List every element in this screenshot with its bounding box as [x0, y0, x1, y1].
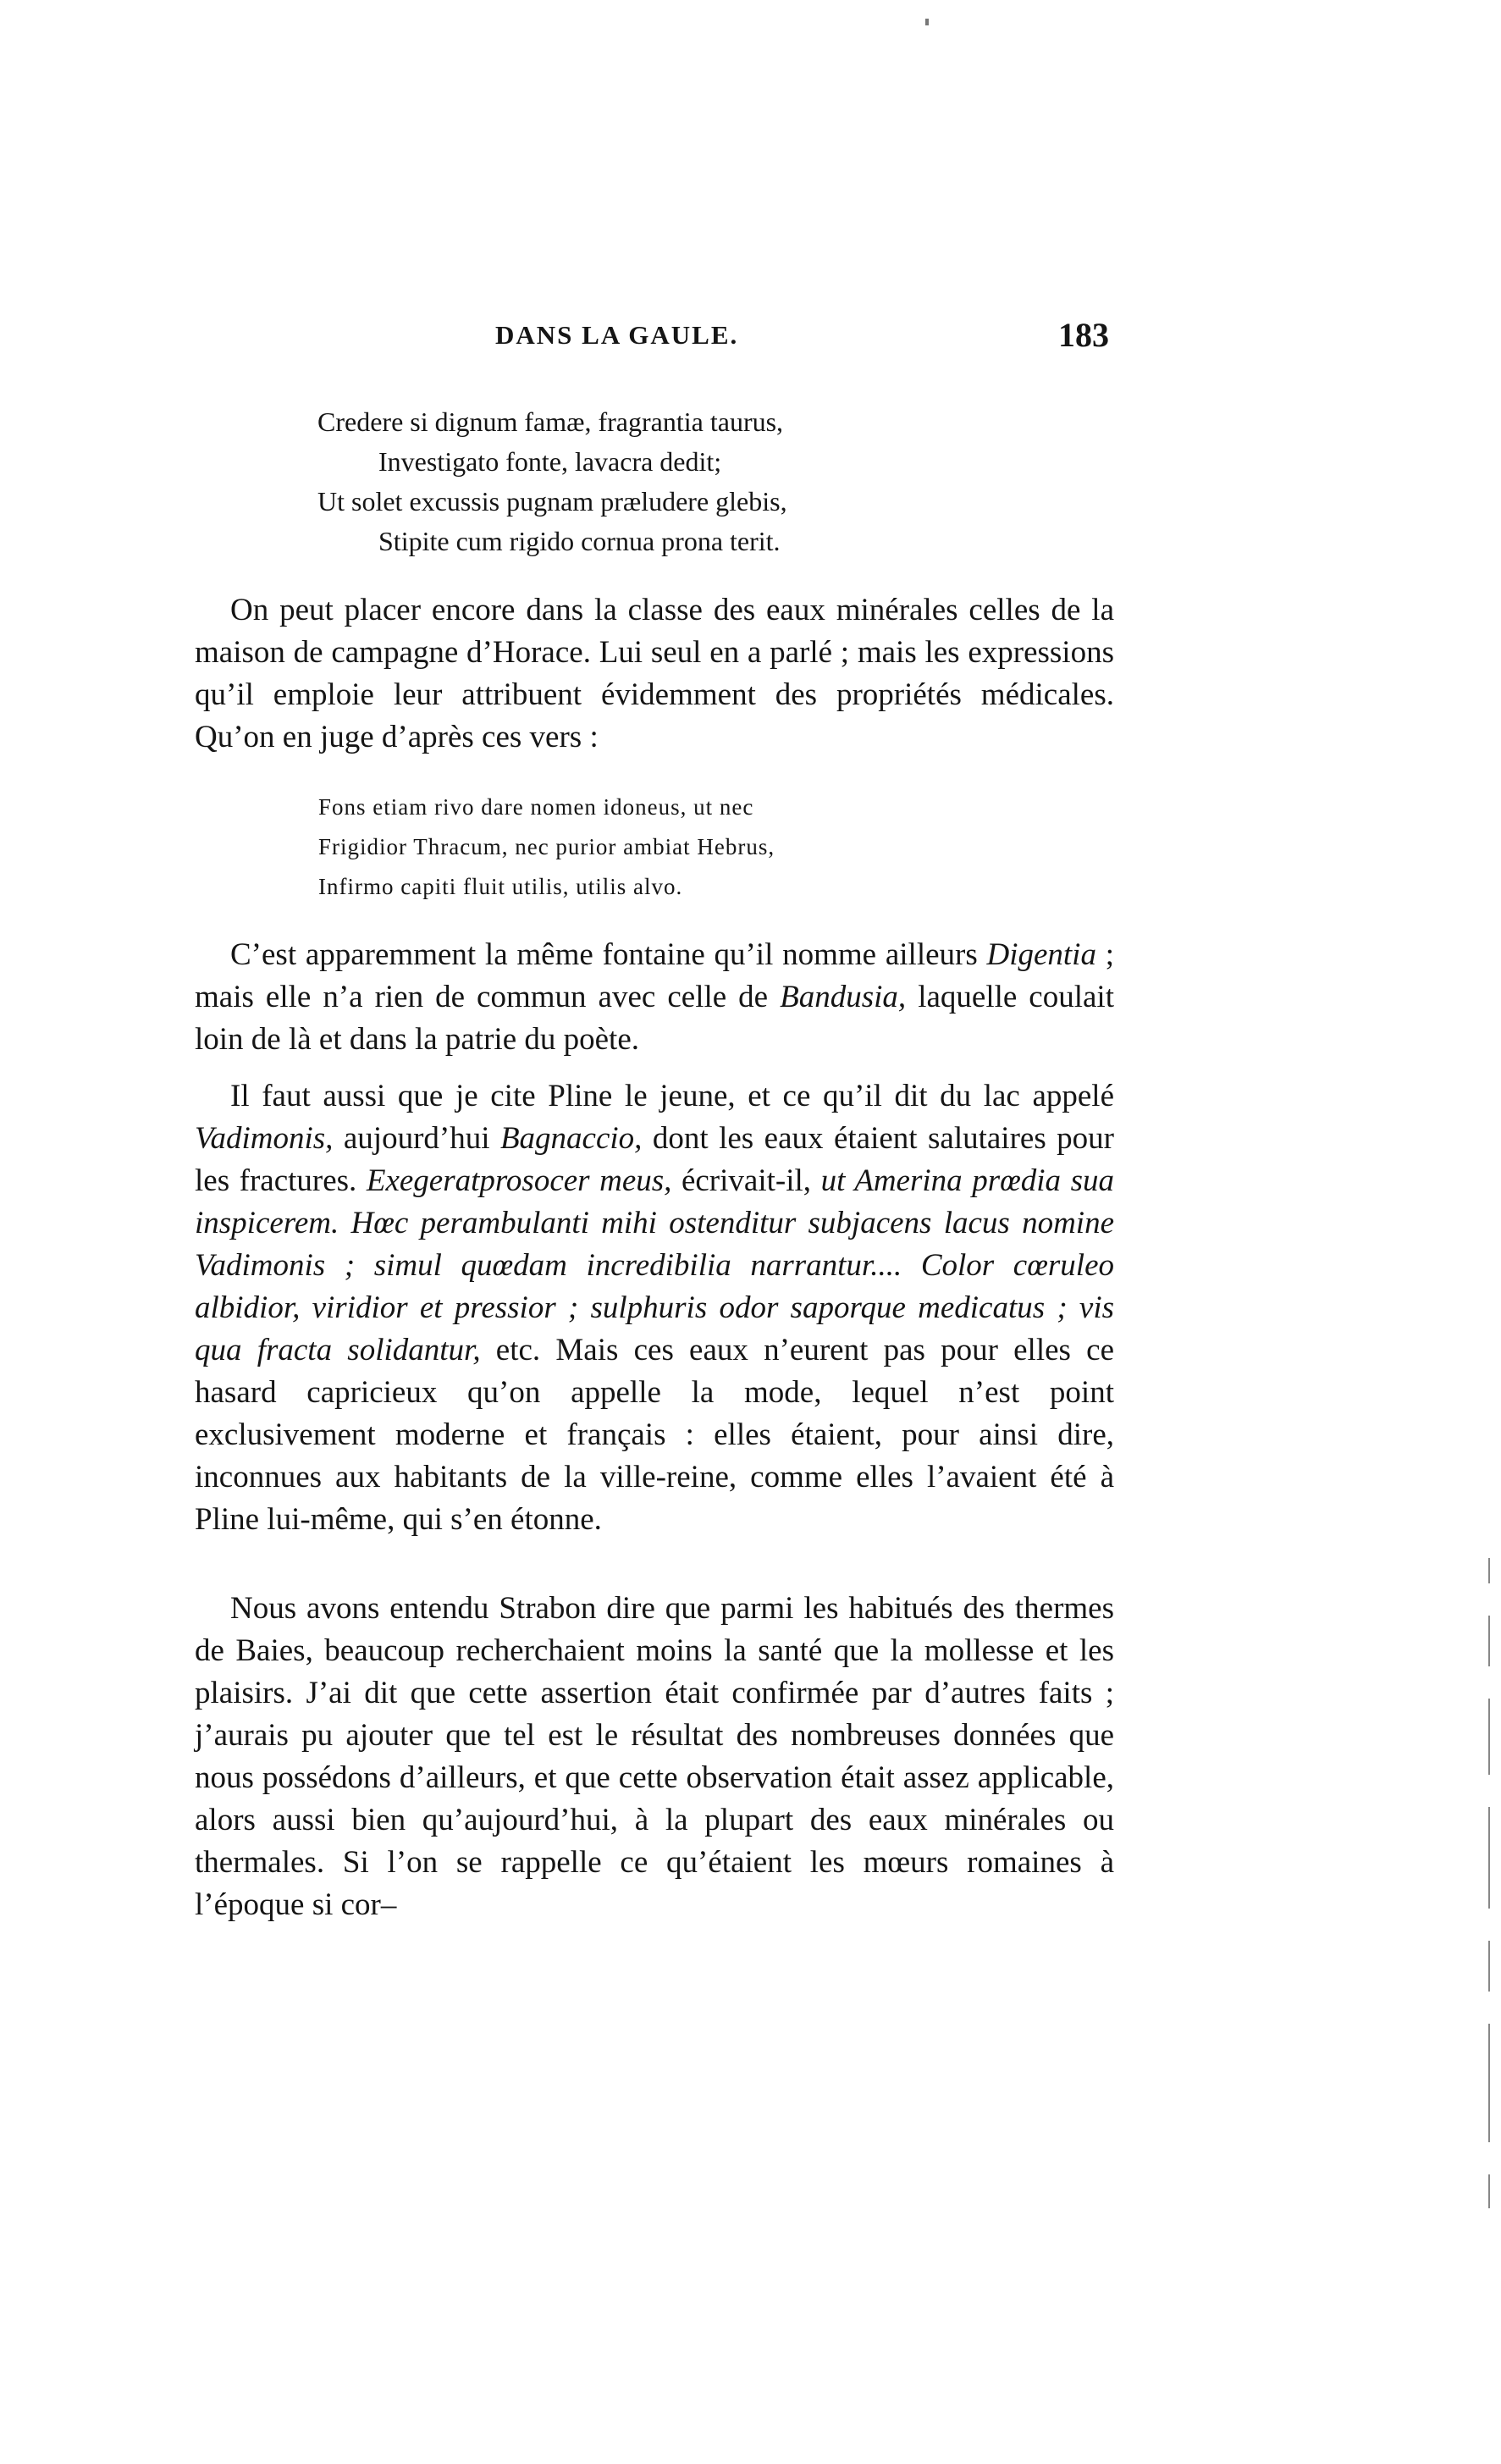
italic-run: ut Amerina prœdia sua inspicerem. Hœc perambulanti mihi ostenditur subjacens lacus nomine Vadimonis ; simul quœdam incredibilia narrantur.... Color cœruleo albidior, viridior et pressior ; sulphuris odor saporque medicatus ; vis qua fracta solidantur,: [195, 1163, 1115, 1367]
text-run: Il faut aussi que je cite Pline le jeune, et ce qu’il dit du lac appelé: [230, 1079, 1114, 1113]
margin-mark: [1488, 2174, 1490, 2208]
text-run: laquelle coulait loin de là et dans la patrie du poète.: [195, 980, 1114, 1057]
text-run: C’est apparemment la même fontaine qu’il nomme ailleurs: [230, 937, 987, 972]
italic-run: Digentia: [986, 937, 1096, 972]
text-run: aujourd’hui: [333, 1121, 500, 1156]
page-header: [195, 316, 1109, 371]
italic-run: Vadimonis,: [195, 1121, 334, 1156]
text-run: écrivait-il,: [671, 1163, 821, 1198]
verse-line: Fons etiam rivo dare nomen idoneus, ut nec: [318, 794, 754, 820]
page-number: 183: [1058, 316, 1109, 354]
verse-quotation-1: [317, 406, 1164, 566]
paragraph-text: On peut placer encore dans la classe des eaux minérales celles de la maison de campagne d’Horace. Lui seul en a parlé ; mais les expressions qu’il emploie leur attribuent évidemment des propriétés médicales. Qu’on en juge d’après ces vers :: [195, 593, 1114, 754]
verse-line: Stipite cum rigido cornua prona terit.: [378, 526, 781, 556]
text-run: etc. Mais ces eaux n’eurent pas pour elles ce hasard capricieux qu’on appelle la mode, lequel n’est point exclusivement moderne et français : elles étaient, pour ainsi dire, inconnues aux habitants de la ville-reine, comme elles l’avaient été à Pline lui-même, qui s’en étonne.: [195, 1333, 1114, 1537]
verse-line: Infirmo capiti fluit utilis, utilis alvo.: [318, 874, 683, 899]
verse-line: Ut solet excussis pugnam præludere glebis,: [317, 486, 787, 517]
scan-speck: [925, 19, 929, 25]
paragraph-text: [195, 934, 1114, 1061]
paragraph-horace: [195, 589, 1114, 759]
verse-line: Credere si dignum famæ, fragrantia taurus,: [317, 406, 784, 437]
text-run: ; mais elle n’a rien de commun avec celle de: [195, 937, 1114, 1014]
margin-mark: [1488, 1558, 1490, 1583]
italic-run: Bandusia,: [780, 980, 907, 1014]
margin-mark: [1488, 1941, 1490, 1992]
paragraph-digentia: [195, 934, 1114, 1061]
paragraph-text: [195, 1075, 1114, 1541]
margin-mark: [1488, 1807, 1490, 1909]
paragraph-text: Nous avons entendu Strabon dire que parmi les habitués des thermes de Baies, beaucoup recherchaient moins la santé que la mollesse et les plaisirs. J’ai dit que cette assertion était confirmée par d’autres faits ; j’aurais pu ajouter que tel est le résultat des nombreuses données que nous possédons d’ailleurs, et que cette observation était assez applicable, alors aussi bien qu’aujourd’hui, à la plupart des eaux minérales ou thermales. Si l’on se rappelle ce qu’étaient les mœurs romaines à l’époque si cor–: [195, 1591, 1114, 1922]
margin-mark: [1488, 1616, 1490, 1666]
italic-run: Bagnaccio,: [499, 1121, 643, 1156]
margin-mark: [1488, 1699, 1490, 1775]
scan-margin-marks: [1488, 1558, 1491, 2405]
verse-quotation-2: [318, 794, 1165, 914]
verse-line: Investigato fonte, lavacra dedit;: [378, 446, 722, 477]
text-run: dont les eaux étaient salutaires pour les fractures.: [195, 1121, 1114, 1198]
italic-run: Exegeratprosocer meus,: [366, 1163, 672, 1198]
running-title: DANS LA GAULE.: [495, 320, 739, 350]
margin-mark: [1488, 2024, 1490, 2142]
paragraph-pline: [195, 1075, 1114, 1541]
verse-line: Frigidior Thracum, nec purior ambiat Hebrus,: [318, 834, 775, 859]
paragraph-strabon: [195, 1588, 1114, 1926]
